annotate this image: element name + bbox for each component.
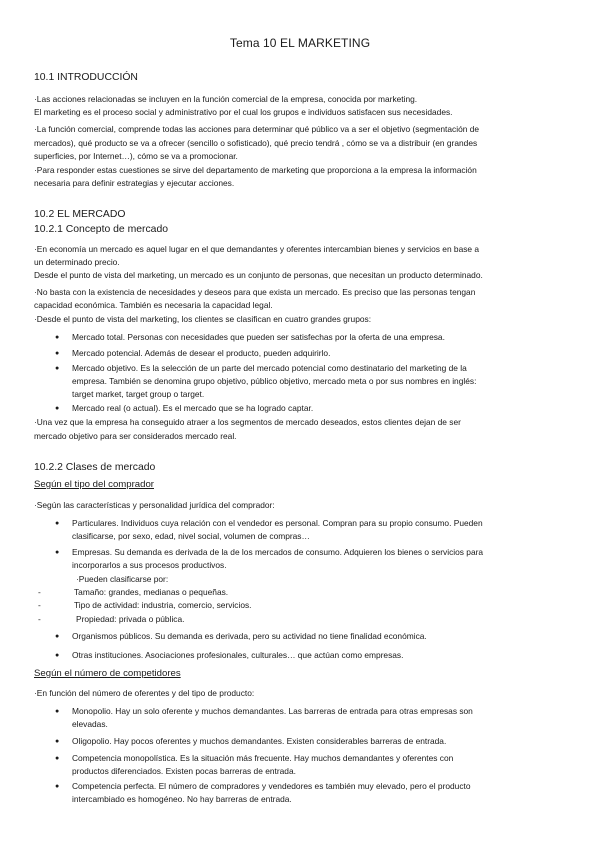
bullet-icon: ● — [55, 738, 60, 745]
subsection-heading-clases: 10.2.2 Clases de mercado — [34, 462, 156, 473]
list-item: Organismos públicos. Su demanda es derivada, pero su actividad no tiene finalidad económica. — [72, 631, 427, 641]
list-item-continuation: ·Pueden clasificarse por: — [76, 574, 169, 584]
paragraph-line: ·Las acciones relacionadas se incluyen en la función comercial de la empresa, conocida por marketing. — [34, 94, 418, 104]
list-item: Mercado real (o actual). Es el mercado que se ha logrado captar. — [72, 403, 314, 413]
list-item-continuation: elevadas. — [72, 719, 108, 729]
section-heading-mercado: 10.2 EL MERCADO — [34, 209, 126, 220]
bullet-icon: ● — [55, 755, 60, 762]
paragraph-line: superficies, por Internet…), cómo se va a promocionar. — [34, 151, 238, 161]
dash-list-item: Propiedad: privada o pública. — [76, 614, 185, 624]
document-title: Tema 10 EL MARKETING — [229, 36, 371, 50]
list-item: Mercado potencial. Además de desear el producto, pueden adquirirlo. — [72, 348, 331, 358]
dash-list-item: Tamaño: grandes, medianas o pequeñas. — [74, 587, 229, 597]
list-item: Monopolio. Hay un solo oferente y muchos demandantes. Las barreras de entrada para otras empresas son — [72, 706, 473, 716]
list-item: Particulares. Individuos cuya relación con el vendedor es personal. Compran para su propio consumo. Pueden — [72, 518, 483, 528]
bullet-icon: ● — [55, 405, 60, 412]
bullet-icon: ● — [55, 708, 60, 715]
paragraph-line: ·Una vez que la empresa ha conseguido atraer a los segmentos de mercado deseados, estos clientes dejan de ser — [34, 417, 461, 427]
paragraph-line: necesaria para definir estrategias y ejecutar acciones. — [34, 178, 235, 188]
list-item-continuation: empresa. También se denomina grupo objetivo, público objetivo, mercado meta o por sus nombres en inglés: — [72, 376, 477, 386]
list-item-continuation: incorporarlos a sus procesos productivos. — [72, 560, 227, 570]
list-item-continuation: productos diferenciados. Existen pocas barreras de entrada. — [72, 766, 296, 776]
paragraph-line: ·En economía un mercado es aquel lugar en el que demandantes y oferentes intercambian bienes y servicios en base a — [34, 244, 480, 254]
list-item-continuation: clasificarse, por sexo, edad, nivel social, volumen de compras… — [72, 531, 310, 541]
paragraph-line: ·La función comercial, comprende todas las acciones para determinar qué público va a ser el objetivo (segmentación de — [34, 124, 480, 134]
list-item: Empresas. Su demanda es derivada de la de los mercados de consumo. Adquieren los bienes o servicios para — [72, 547, 484, 557]
bullet-icon: ● — [55, 350, 60, 357]
list-item: Competencia perfecta. El número de compradores y vendedores es también muy elevado, pero el producto — [72, 781, 471, 791]
list-item: Otras instituciones. Asociaciones profesionales, culturales… que actúan como empresas. — [72, 650, 404, 660]
bullet-icon: ● — [55, 520, 60, 527]
paragraph-line: ·Según las características y personalidad jurídica del comprador: — [34, 500, 275, 510]
dash-list-item: Tipo de actividad: industria, comercio, servicios. — [74, 600, 252, 610]
list-item: Mercado total. Personas con necesidades que pueden ser satisfechas por la oferta de una empresa. — [72, 332, 445, 342]
paragraph-line: mercados), qué producto se va a ofrecer (sencillo o sofisticado), qué precio tendrá , cómo se va a distribuir (en grandes — [34, 138, 478, 148]
paragraph-line: El marketing es el proceso social y administrativo por el cual los grupos e individuos satisfacen sus necesidades. — [34, 107, 453, 117]
dash-marker: - — [38, 587, 41, 597]
paragraph-line: ·En función del número de oferentes y del tipo de producto: — [34, 688, 255, 698]
dash-marker: - — [38, 614, 41, 624]
list-item-continuation: intercambiado es homogéneo. No hay barreras de entrada. — [72, 794, 292, 804]
bullet-icon: ● — [55, 549, 60, 556]
section-heading-introduccion: 10.1 INTRODUCCIÓN — [34, 72, 138, 83]
bullet-icon: ● — [55, 783, 60, 790]
bullet-icon: ● — [55, 633, 60, 640]
paragraph-line: ·Para responder estas cuestiones se sirve del departamento de marketing que proporciona a la empresa la información — [34, 165, 477, 175]
underlined-subheading-comprador: Según el tipo del comprador — [34, 479, 154, 490]
list-item-continuation: target market, target group o target. — [72, 389, 205, 399]
paragraph-line: ·No basta con la existencia de necesidades y deseos para que exista un mercado. Es preciso que las personas tengan — [34, 287, 476, 297]
paragraph-line: mercado objetivo para ser considerados mercado real. — [34, 431, 237, 441]
bullet-icon: ● — [55, 652, 60, 659]
paragraph-line: Desde el punto de vista del marketing, un mercado es un conjunto de personas, que necesitan un producto determinado. — [34, 270, 483, 280]
list-item: Oligopolio. Hay pocos oferentes y muchos demandantes. Existen considerables barreras de entrada. — [72, 736, 447, 746]
dash-marker: - — [38, 600, 41, 610]
bullet-icon: ● — [55, 365, 60, 372]
paragraph-line: un determinado precio. — [34, 257, 120, 267]
underlined-subheading-competidores: Según el número de competidores — [34, 668, 181, 679]
bullet-icon: ● — [55, 334, 60, 341]
list-item: Competencia monopolística. Es la situación más frecuente. Hay muchos demandantes y oferentes con — [72, 753, 454, 763]
paragraph-line: capacidad económica. También es necesaria la capacidad legal. — [34, 300, 273, 310]
paragraph-line: ·Desde el punto de vista del marketing, los clientes se clasifican en cuatro grandes grupos: — [34, 314, 372, 324]
list-item: Mercado objetivo. Es la selección de un parte del mercado potencial como destinatario del marketing de la — [72, 363, 467, 373]
subsection-heading-concepto: 10.2.1 Concepto de mercado — [34, 224, 169, 235]
